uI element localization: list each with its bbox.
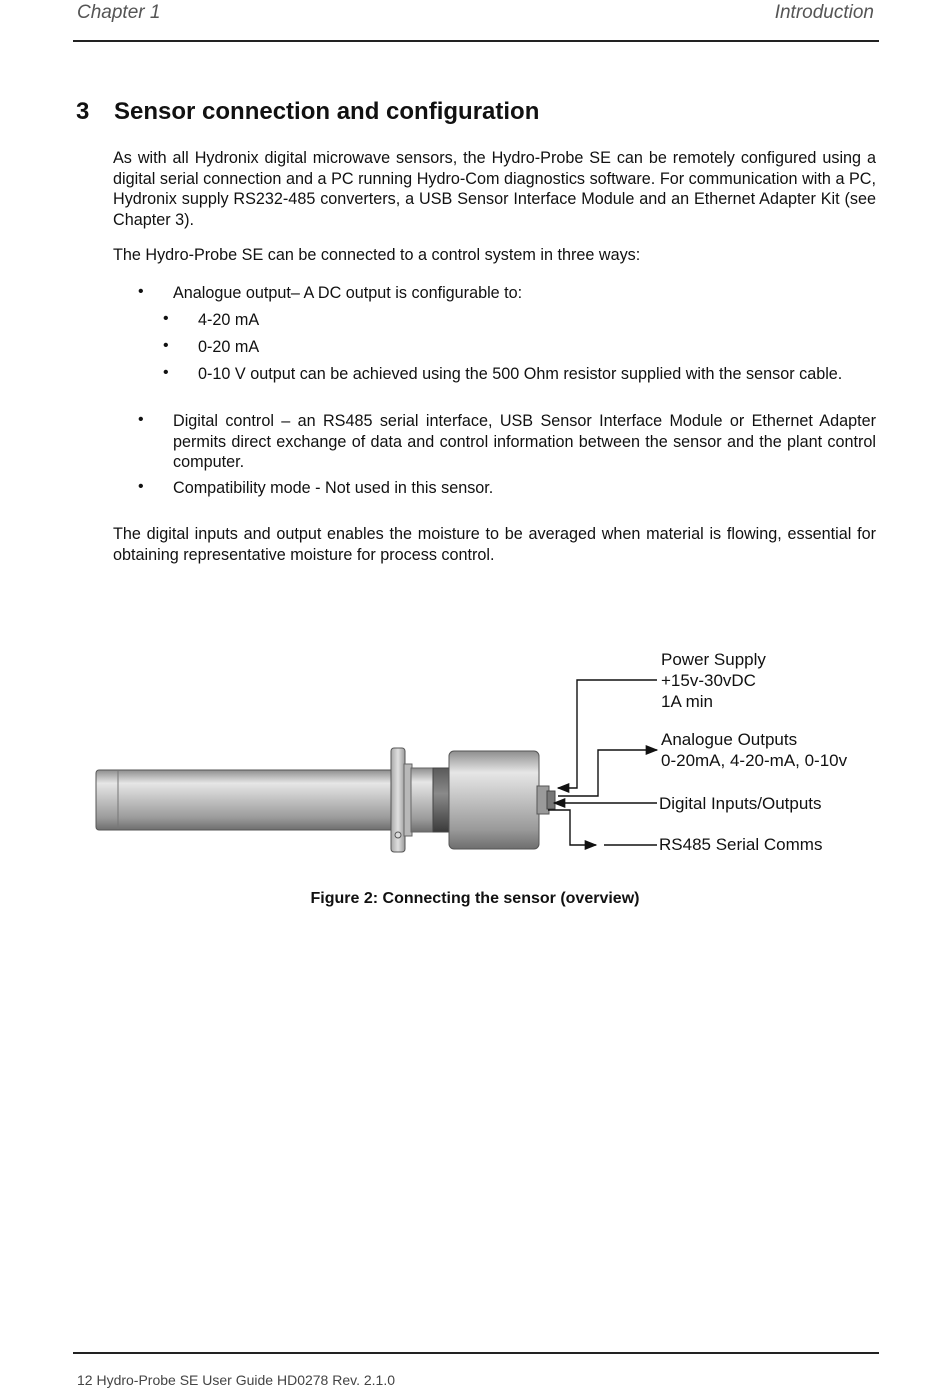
bullet-marker: • <box>163 337 169 354</box>
power-voltage-label: +15v-30vDC <box>661 671 756 690</box>
power-current-label: 1A min <box>661 692 713 711</box>
power-supply-arrow <box>558 680 657 788</box>
digital-io-label: Digital Inputs/Outputs <box>659 794 822 813</box>
intro-paragraph: As with all Hydronix digital microwave sensors, the Hydro-Probe SE can be remotely configured using a digital serial connection and a PC running Hydro-Com diagnostics software. For communication with a PC, Hydronix supply RS232-485 converters, a USB Sensor Interface Module and an Ethernet Adapter Kit (see Chapter 3). <box>113 149 876 229</box>
analogue-outputs-label: Analogue Outputs <box>661 730 798 749</box>
section-number: 3 <box>76 98 90 125</box>
figure-caption: Figure 2: Connecting the sensor (overview) <box>310 890 640 907</box>
bullet-marker: • <box>138 478 144 495</box>
chapter-label: Chapter 1 <box>77 2 161 23</box>
power-supply-label: Power Supply <box>661 650 766 669</box>
bullet-0-20ma: 0-20 mA <box>198 338 260 356</box>
rs485-label: RS485 Serial Comms <box>659 835 823 854</box>
footer-rule <box>73 1352 879 1354</box>
sensor-probe-drawing <box>96 748 555 852</box>
bullet-marker: • <box>138 283 144 300</box>
bullet-analogue: Analogue output– A DC output is configurable to: <box>173 284 523 302</box>
analogue-ranges-label: 0-20mA, 4-20-mA, 0-10v <box>661 751 848 770</box>
closing-paragraph: The digital inputs and output enables the moisture to be averaged when material is flowing, essential for obtaining representative moisture for process control. <box>113 525 876 564</box>
rs485-arrow <box>548 810 596 845</box>
connection-lines <box>548 680 657 845</box>
bullet-compatibility: Compatibility mode - Not used in this sensor. <box>173 479 494 497</box>
bullet-4-20ma: 4-20 mA <box>198 311 260 329</box>
bullet-marker: • <box>163 364 169 381</box>
analogue-outputs-arrow <box>558 750 657 796</box>
bullet-marker: • <box>138 411 144 428</box>
bullet-digital-control: Digital control – an RS485 serial interface, USB Sensor Interface Module or Ethernet Adapter permits direct exchange of data and control information between the sensor and the plant control computer. <box>173 412 876 471</box>
bullet-marker: • <box>163 310 169 327</box>
section-title: Sensor connection and configuration <box>114 98 540 125</box>
ways-paragraph: The Hydro-Probe SE can be connected to a control system in three ways: <box>113 246 641 264</box>
section-header-label: Introduction <box>774 2 874 23</box>
page-footer: 12 Hydro-Probe SE User Guide HD0278 Rev. 2.1.0 <box>77 1372 396 1388</box>
bullet-0-10v: 0-10 V output can be achieved using the 500 Ohm resistor supplied with the sensor cable. <box>198 365 843 383</box>
